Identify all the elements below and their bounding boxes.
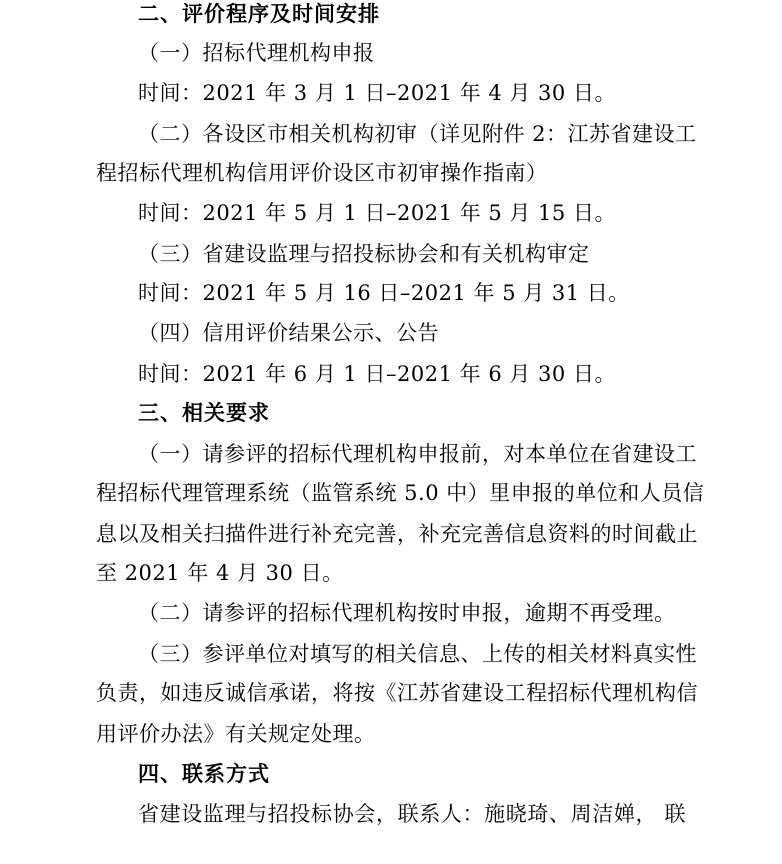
requirement-3-line-3: 用评价办法》有关规定处理。 (96, 722, 376, 746)
contact-line-1: 省建设监理与招投标协会，联系人：施晓琦、周洁婵， 联 (138, 802, 686, 826)
schedule-item-3: （三）省建设监理与招投标协会和有关机构审定 (138, 242, 590, 266)
requirement-2: （二）请参评的招标代理机构按时申报，逾期不再受理。 (138, 601, 676, 625)
schedule-item-2-line-1: （二）各设区市相关机构初审（详见附件 2：江苏省建设工 (138, 122, 697, 146)
schedule-item-4: （四）信用评价结果公示、公告 (138, 321, 439, 345)
schedule-item-1: （一）招标代理机构申报 (138, 41, 375, 65)
schedule-item-2-line-2: 程招标代理机构信用评价设区市初审操作指南） (96, 161, 548, 185)
schedule-item-1-time: 时间：2021 年 3 月 1 日–2021 年 4 月 30 日。 (138, 81, 616, 105)
requirement-3-line-2: 负责，如违反诚信承诺，将按《江苏省建设工程招标代理机构信 (96, 681, 698, 705)
section-heading-requirements: 三、相关要求 (138, 401, 270, 425)
section-heading-schedule: 二、评价程序及时间安排 (138, 2, 380, 26)
requirement-1-line-4: 至 2021 年 4 月 30 日。 (96, 561, 344, 585)
requirement-3-line-1: （三）参评单位对填写的相关信息、上传的相关材料真实性 (138, 642, 697, 666)
requirement-1-line-1: （一）请参评的招标代理机构申报前，对本单位在省建设工 (138, 442, 697, 466)
section-heading-contact: 四、联系方式 (138, 762, 270, 786)
schedule-item-2-time: 时间：2021 年 5 月 1 日–2021 年 5 月 15 日。 (138, 201, 616, 225)
requirement-1-line-3: 息以及相关扫描件进行补充完善，补充完善信息资料的时间截止 (96, 522, 698, 546)
requirement-1-line-2: 程招标代理管理系统（监管系统 5.0 中）里申报的单位和人员信 (96, 481, 705, 505)
schedule-item-4-time: 时间：2021 年 6 月 1 日–2021 年 6 月 30 日。 (138, 362, 616, 386)
schedule-item-3-time: 时间：2021 年 5 月 16 日–2021 年 5 月 31 日。 (138, 281, 630, 305)
